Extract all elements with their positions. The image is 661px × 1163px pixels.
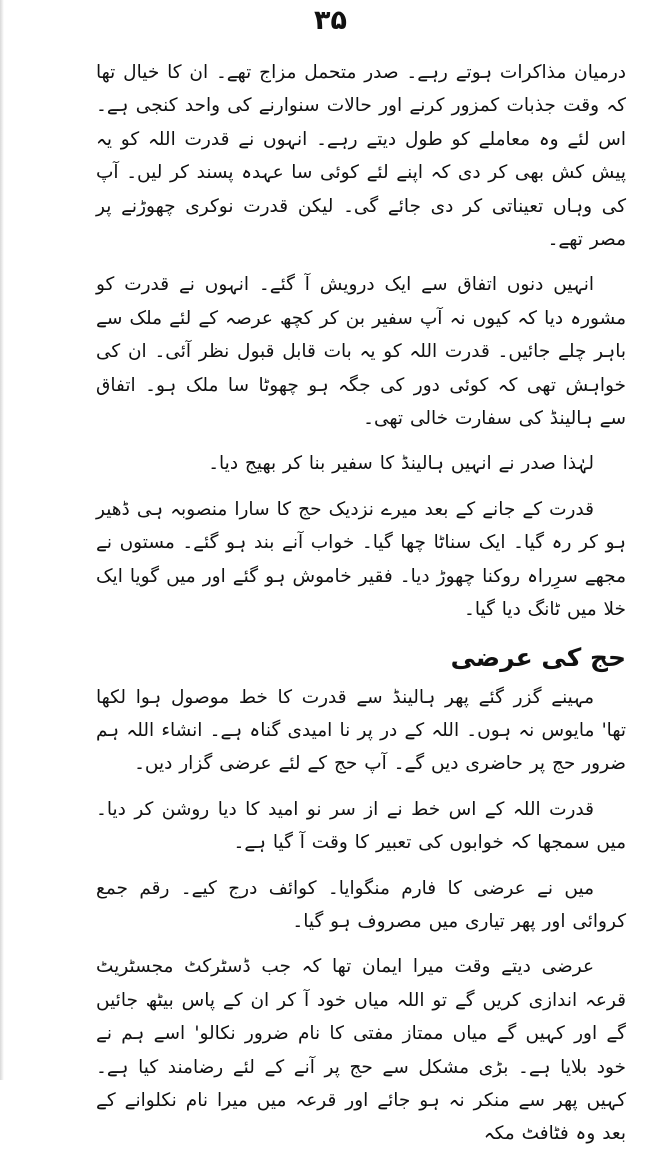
- paragraph-7: میں نے عرضی کا فارم منگوایا۔ کوائف درج کیے۔ رقم جمع کروائی اور پھر تیاری میں مصروف ہو گیا۔: [96, 877, 626, 932]
- page-edge-shadow: [0, 0, 4, 1080]
- paragraph-4: قدرت کے جانے کے بعد میرے نزدیک حج کا سارا منصوبہ ہی ڈھیر ہو کر رہ گیا۔ ایک سناٹا چھا گیا۔ خواب آنے بند ہو گئے۔ مستوں نے مجھے سرِراہ روکنا چھوڑ دیا۔ فقیر خاموش ہو گئے اور میں گویا ایک خلا میں ٹانگ دیا گیا۔: [96, 498, 626, 621]
- section-heading: حج کی عرضی: [450, 642, 626, 672]
- page-number: ۳۵: [314, 5, 347, 36]
- paragraph-3: لہٰذا صدر نے انہیں ہالینڈ کا سفیر بنا کر بھیج دیا۔: [208, 453, 594, 475]
- paragraph-6: قدرت اللہ کے اس خط نے از سر نو امید کا دیا روشن کر دیا۔ میں سمجھا کہ خوابوں کی تعبیر کا وقت آ گیا ہے۔: [96, 798, 626, 854]
- paragraph-2: انہیں دنوں اتفاق سے ایک درویش آ گئے۔ انہوں نے قدرت کو مشورہ دیا کہ کیوں نہ آپ سفیر بن کر کچھ عرصہ کے لئے ملک سے باہر چلے جائیں۔ قدرت اللہ کو یہ بات قابل قبول نظر آئی۔ ان کی خواہش تھی کہ کوئی دور کی جگہ ہو چھوٹا سا ملک ہو۔ اتفاق سے ہالینڈ کی سفارت خالی تھی۔: [96, 274, 626, 430]
- paragraph-8: عرضی دیتے وقت میرا ایمان تھا کہ جب ڈسٹرکٹ مجسٹریٹ قرعہ اندازی کریں گے تو اللہ میاں خود آ کر ان کے پاس بیٹھ جائیں گے اور کہیں گے میاں ممتاز مفتی کا نام ضرور نکالو' اسے ہم نے خود بلایا ہے۔ بڑی مشکل سے حج پر آنے کے لئے رضامند کیا ہے۔ کہیں پھر سے منکر نہ ہو جائے اور قرعہ میں میرا نام نکلوانے کے بعد وہ فٹافٹ مکہ: [96, 956, 626, 1145]
- paragraph-1: درمیان مذاکرات ہوتے رہے۔ صدر متحمل مزاج تھے۔ ان کا خیال تھا کہ وقت جذبات کمزور کرنے اور حالات سنوارنے کی واحد کنجی ہے۔ اس لئے وہ معاملے کو طول دیتے رہے۔ انہوں نے قدرت اللہ کو یہ پیش کش بھی کر دی کہ اپنے لئے کوئی سا عہدہ پسند کر لیں۔ آپ کی وہاں تعیناتی کر دی جائے گی۔ لیکن قدرت نوکری چھوڑنے پر مصر تھے۔: [96, 62, 626, 251]
- paragraph-5: مہینے گزر گئے پھر ہالینڈ سے قدرت کا خط موصول ہوا لکھا تھا' مایوس نہ ہوں۔ اللہ کے در پر نا امیدی گناہ ہے۔ انشاء اللہ ہم ضرور حج پر حاضری دیں گے۔ آپ حج کے لئے عرضی گزار دیں۔: [96, 686, 626, 775]
- page-body: [96, 56, 626, 1163]
